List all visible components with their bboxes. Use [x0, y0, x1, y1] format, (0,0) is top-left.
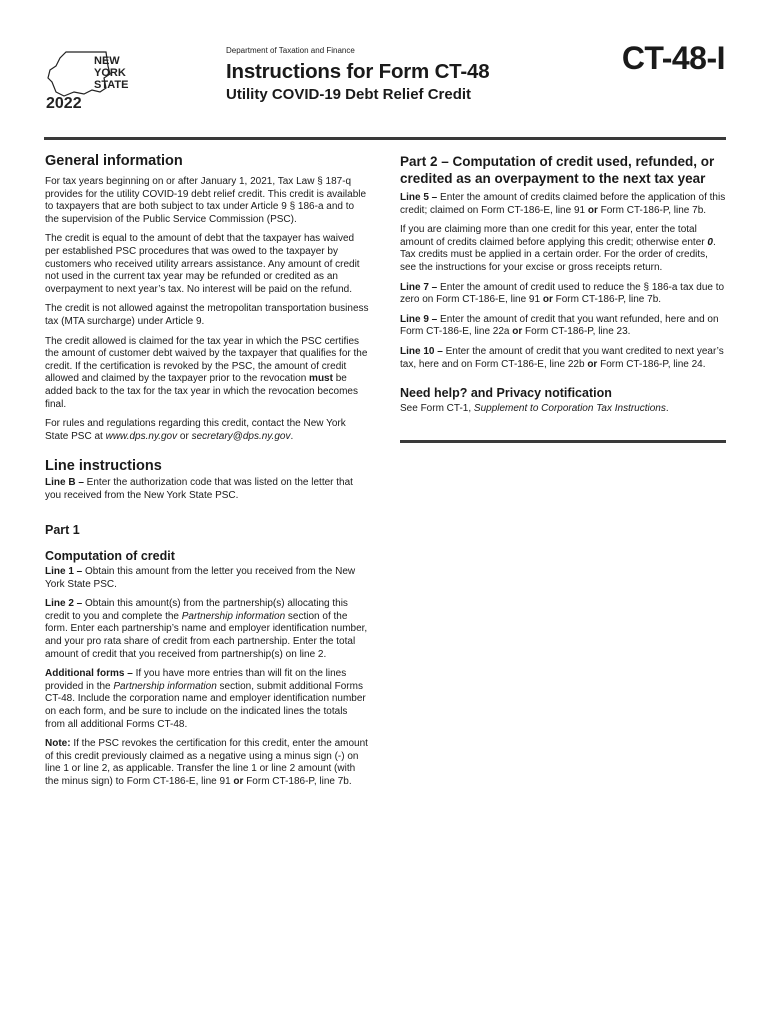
psc-email-link[interactable]: secretary@dps.ny.gov: [191, 430, 291, 442]
multiple-credits-paragraph: If you are claiming more than one credit for this year, enter the total amount of credits claimed before applying this credit; otherwise enter 0. Tax credits must be applied in a certain order. For the order of credits, see the instructions for your excise or gross receipts return.: [400, 224, 716, 273]
logo-word-new: NEW: [94, 55, 120, 67]
part-1-heading: Part 1: [45, 523, 80, 538]
department-name: Department of Taxation and Finance: [226, 46, 355, 55]
line-5-instruction: Line 5 – Enter the amount of credits claimed before the application of this credit; claimed on Form CT-186-E, line 91 or Form CT-186-P, line 7b.: [400, 192, 726, 216]
new-york-state-logo: [44, 48, 154, 112]
general-paragraph-4: The credit allowed is claimed for the tax year in which the PSC certifies the amount of customer debt waived by the taxpayer that qualifies for the credit. If the certification is revoked by the PSC, the amount of credit allowed and claimed by the taxpayer prior to the revocation must be added back to the tax for the tax year in which the revocation becomes final.: [45, 335, 368, 410]
line-7-instruction: Line 7 – Enter the amount of credit used to reduce the § 186-a tax due to zero on Form CT-186-E, line 91 or Form CT-186-P, line 7b.: [400, 281, 725, 306]
general-paragraph-5: For rules and regulations regarding this credit, contact the New York State PSC at www.dps.ny.gov or secretary@dps.ny.gov.: [45, 418, 346, 442]
computation-of-credit-heading: Computation of credit: [45, 548, 175, 563]
general-paragraph-1: For tax years beginning on or after January 1, 2021, Tax Law § 187-q provides for the utility COVID-19 debt relief credit. This credit is available to taxpayers that are both subject to tax under Article 9 § 186-a and to the supervision of the Public Service Commission (PSC).: [45, 176, 367, 225]
header-rule: [44, 137, 726, 140]
note-paragraph: Note: If the PSC revokes the certification for this credit, enter the amount of this credit previously claimed as a negative using a minus sign (-) on line 1 or line 2, as applicable. Transfer the line 1 or line 2 amount (with the minus sign) to Form CT-186-E, line 91 or Form CT-186-P, line 7b.: [45, 738, 368, 787]
line-b-instruction: Line B – Enter the authorization code that was listed on the letter that you received from the New York State PSC.: [45, 477, 353, 501]
supplement-reference: Supplement to Corporation Tax Instructions: [473, 403, 666, 415]
logo-word-york: YORK: [94, 67, 126, 79]
general-paragraph-3: The credit is not allowed against the metropolitan transportation business tax (MTA surcharge) under Article 9.: [45, 303, 369, 327]
need-help-text: See Form CT-1, Supplement to Corporation Tax Instructions.: [400, 403, 669, 415]
left-column: [45, 153, 370, 795]
line-9-instruction: Line 9 – Enter the amount of credit that you want refunded, here and on Form CT-186-E, line 22a or Form CT-186-P, line 23.: [400, 313, 719, 338]
form-number: CT-48-I: [621, 40, 725, 76]
need-help-heading: Need help? and Privacy notification: [400, 386, 612, 401]
part-2-heading: Part 2 – Computation of credit used, refunded, or credited as an overpayment to the next tax year: [400, 154, 715, 186]
document-title: Instructions for Form CT-48: [226, 60, 490, 83]
additional-forms-instruction: Additional forms – If you have more entries than will fit on the lines provided in the Partnership information section, submit additional Forms CT-48. Include the corporation name and employer identification number on each form, and be sure to include on the indicated lines the totals from all additional Forms CT-48.: [45, 668, 366, 730]
tax-year: 2022: [46, 95, 82, 112]
right-column: [400, 153, 726, 443]
line-10-instruction: Line 10 – Enter the amount of credit that you want credited to next year’s tax, here and on Form CT-186-E, line 22b or Form CT-186-P, line 24.: [400, 345, 724, 370]
logo-word-state: STATE: [94, 79, 129, 91]
general-paragraph-2: The credit is equal to the amount of debt that the taxpayer has waived per established PSC procedures that was owed to the taxpayer by customers who received utility arrears assistance. Any amount of credit not used in the current tax year may be refunded or credited as an overpayment to next year’s tax. No interest will be paid on the refund.: [45, 233, 360, 295]
line-1-instruction: Line 1 – Obtain this amount from the letter you received from the New York State PSC.: [45, 565, 356, 590]
line-instructions-heading: Line instructions: [45, 458, 162, 475]
section-end-rule: [400, 440, 726, 443]
general-information-heading: General information: [45, 153, 183, 169]
document-subtitle: Utility COVID-19 Debt Relief Credit: [226, 86, 472, 103]
line-2-instruction: Line 2 – Obtain this amount(s) from the partnership(s) allocating this credit to you and complete the Partnership information section of the form. Enter each partnership’s name and employer identification number, and your pro rata share of credit from each partnership. Enter the total amount of credit that you received from partnership(s) on line 2.: [45, 598, 368, 660]
psc-website-link[interactable]: www.dps.ny.gov: [105, 430, 178, 442]
